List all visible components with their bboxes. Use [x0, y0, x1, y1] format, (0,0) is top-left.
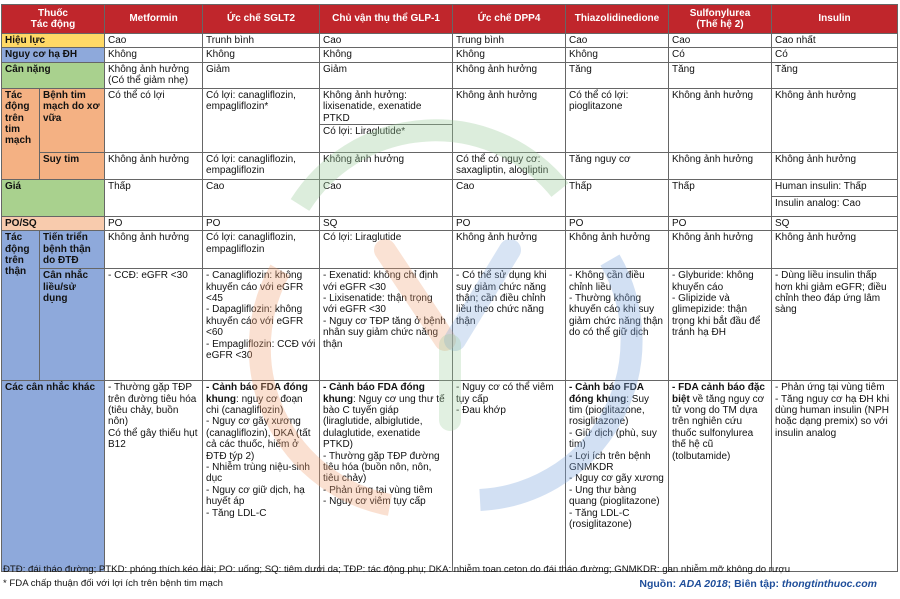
cell: Không ảnh hưởng [669, 152, 772, 179]
row-label-lieu-dung: Cân nhắc liều/sử dụng [40, 269, 105, 381]
cell-line: - Tăng LDL-C (rosiglitazone) [569, 507, 632, 531]
cell-line: - Glipizide và glimepizide: thận trọng khi bắt đầu để tránh hạ ĐH [672, 293, 761, 339]
footnote-fda: * FDA chấp thuận đối với lợi ích trên bệnh tim mạch [3, 578, 224, 589]
corner-line-1: Thuốc [38, 7, 68, 19]
cell: Có [772, 48, 898, 62]
cell: SQ [320, 216, 453, 230]
cell-line: - Giữ dịch (phù, suy tim) [569, 427, 657, 451]
cell: Tăng [566, 62, 669, 88]
cell: Cao [320, 179, 453, 216]
group-label-tim-mach: Tác động trên tim mạch [2, 88, 40, 179]
cell: Không ảnh hưởng [669, 231, 772, 269]
row-tien-trien-than [2, 231, 898, 269]
cell-line: Có lợi: Liraglutide* [320, 124, 452, 137]
cell: Không ảnh hưởng [105, 231, 203, 269]
drug-header-tzd: Thiazolidinedione [566, 5, 669, 34]
row-suy-tim [2, 152, 898, 179]
cell-line: - Thường không khuyến cáo khi suy giảm chức năng thận do có thể giữ dịch [569, 293, 663, 339]
cell: Giảm [320, 62, 453, 88]
cell-line: - Phản ứng tại vùng tiêm [775, 382, 885, 394]
source-label: Nguồn: [639, 578, 680, 590]
cell-line: - Nguy cơ viêm tụy cấp [323, 496, 426, 508]
header-row [2, 5, 898, 34]
cell-line: - Phản ứng tại vùng tiêm [323, 484, 433, 496]
cell-line: - Nguy cơ giữ dịch, hạ huyết áp [206, 484, 305, 508]
cell [105, 381, 203, 572]
cell-line: - Dapagliflozin: không khuyến cáo với eGFR <60 [206, 304, 304, 339]
cell: Có thể có nguy cơ: saxagliptin, alogliptin [453, 152, 566, 179]
cell: PO [453, 216, 566, 230]
editor-label: ; Biên tập: [727, 578, 782, 590]
fda-warning: - Cảnh báo FDA đóng khung [569, 382, 644, 405]
source-ref: ADA 2018 [679, 578, 728, 590]
row-label-ascvd: Bệnh tim mạch do xơ vữa [40, 88, 105, 152]
cell: Không ảnh hưởng (Có thể giảm nhẹ) [105, 62, 203, 88]
cell: Cao [669, 34, 772, 48]
cell: Không ảnh hưởng [772, 88, 898, 152]
cell: Không ảnh hưởng [566, 231, 669, 269]
cell-line: Không ảnh hưởng: lixisenatide, exenatide PTKD [323, 89, 422, 124]
drug-header-insulin: Insulin [772, 5, 898, 34]
fda-warning: - FDA cảnh báo đặc biệt [672, 382, 765, 405]
cell [453, 381, 566, 572]
cell-line: - Nguy cơ gãy xương [569, 473, 664, 485]
cell [320, 269, 453, 381]
cell-line: - Tăng LDL-C [206, 507, 267, 519]
cell-line: - Exenatid: không chỉ định với eGFR <30 [323, 270, 439, 293]
row-ascvd [2, 88, 898, 152]
cell: Cao [203, 179, 320, 216]
row-label-tien-trien: Tiến triển bệnh thận do ĐTĐ [40, 231, 105, 269]
cell-line: - Thường gặp TĐP trên đường tiêu hóa (tiêu chảy, buồn nôn) [108, 382, 197, 428]
cell [566, 381, 669, 572]
cell: PO [566, 216, 669, 230]
drug-header-glp1: Chủ vận thụ thể GLP-1 [320, 5, 453, 34]
cell: Không [320, 48, 453, 62]
cell: Không [203, 48, 320, 62]
cell: SQ [772, 216, 898, 230]
cell-line [569, 382, 665, 428]
cell: Cao [105, 34, 203, 48]
cell: Có [669, 48, 772, 62]
cell-line: - Ung thư bàng quang (pioglitazone) [569, 484, 660, 508]
cell-line: - Lixisenatide: thận trọng với eGFR <30 [323, 293, 433, 316]
cell: Có lợi: canagliflozin, empagliflozin [203, 231, 320, 269]
row-label-hieu-luc: Hiệu lực [2, 34, 105, 48]
cell-line: - Nguy cơ có thể viêm tụy cấp [456, 382, 554, 405]
cell-line: - Có thể sử dụng khi suy giảm chức năng thận; cần điều chỉnh liều theo chức năng thận [456, 270, 547, 327]
cell-line: Insulin analog: Cao [772, 196, 897, 209]
cell [772, 269, 898, 381]
cell: Không ảnh hưởng [669, 88, 772, 152]
cell-line [323, 382, 449, 450]
cell: Không ảnh hưởng [320, 152, 453, 179]
cell: Cao nhất [772, 34, 898, 48]
corner-line-2: Tác động [30, 19, 76, 30]
source-credit [639, 578, 877, 590]
cell: Có thể có lợi: pioglitazone [566, 88, 669, 152]
cell [566, 269, 669, 381]
cell-line: - Nguy cơ gãy xương (canagliflozin), DKA (tất cả các thuốc, hiếm ở ĐTĐ týp 2) [206, 416, 311, 462]
cell-line [672, 382, 768, 462]
cell-line: Human insulin: Thấp [775, 180, 867, 192]
row-label-khac: Các cân nhắc khác [2, 381, 105, 572]
cell: Không ảnh hưởng [453, 62, 566, 88]
cell: PO [669, 216, 772, 230]
cell: Tăng nguy cơ [566, 152, 669, 179]
cell-line: - Empagliflozin: CCĐ với eGFR <30 [206, 338, 316, 362]
cell: Giảm [203, 62, 320, 88]
row-gia [2, 179, 898, 216]
fda-warning: - Cảnh báo FDA đóng khung [323, 382, 425, 405]
cell-line: - Thường gặp TĐP đường tiêu hóa (buồn nôn, nôn, tiêu chảy) [323, 450, 440, 485]
cell: Cao [453, 179, 566, 216]
cell-line: - Lợi ích trên bệnh GNMKDR [569, 450, 651, 474]
cell: Thấp [669, 179, 772, 216]
cell-line: - CCĐ: eGFR <30 [108, 270, 188, 282]
footnote-abbreviations: ĐTĐ: đái tháo đường; PTKD: phóng thích kéo dài; PO: uống; SQ: tiêm dưới da; TĐP: tác động phụ; DKA: nhiễm toan ceton do đái tháo đường; GNMKDR: gan nhiễm mỡ không do rượu [3, 564, 791, 575]
cell [203, 381, 320, 572]
cell-line [206, 382, 316, 416]
drug-header-dpp4: Ức chế DPP4 [453, 5, 566, 34]
group-label-than: Tác động trên thận [2, 231, 40, 381]
row-khac [2, 381, 898, 572]
cell: Tăng [772, 62, 898, 88]
cell-text: : nguy cơ đoạn chi (canagliflozin) [206, 393, 303, 417]
cell [772, 179, 898, 216]
drug-header-sulfonylurea: Sulfonylurea (Thế hệ 2) [669, 5, 772, 34]
cell: Có lợi: canagliflozin, empagliflozin* [203, 88, 320, 152]
cell: Có lợi: canagliflozin, empagliflozin [203, 152, 320, 179]
cell-line: - Đau khớp [456, 405, 506, 417]
cell-text: : Suy tim (pioglitazone, rosiglitazone) [569, 393, 650, 428]
row-label-can-nang: Cân nặng [2, 62, 105, 88]
cell: Không [105, 48, 203, 62]
cell [669, 269, 772, 381]
cell-line: - Nhiễm trùng niệu-sinh dục [206, 462, 310, 485]
cell [772, 381, 898, 572]
corner-header [2, 5, 105, 34]
cell-line: Có thể gây thiếu hụt B12 [108, 427, 198, 451]
cell [320, 381, 453, 572]
row-label-gia: Giá [2, 179, 105, 216]
drug-header-sglt2: Ức chế SGLT2 [203, 5, 320, 34]
row-label-ha-dh: Nguy cơ hạ ĐH [2, 48, 105, 62]
row-ha-dh [2, 48, 898, 62]
cell [320, 88, 453, 152]
cell-line: - Glyburide: không khuyến cáo [672, 270, 754, 293]
cell [453, 269, 566, 381]
cell: Tăng [669, 62, 772, 88]
row-label-suy-tim: Suy tim [40, 152, 105, 179]
cell [105, 269, 203, 381]
drug-header-metformin: Metformin [105, 5, 203, 34]
cell: PO [203, 216, 320, 230]
cell: Trung bình [453, 34, 566, 48]
cell-text: : Nguy cơ ung thư tế bào C tuyến giáp (liraglutide, albiglutide, dulaglutide, exenatide PTKD) [323, 393, 445, 451]
cell-line: - Tăng nguy cơ hạ ĐH khi dùng human insulin (NPH hoặc dạng premix) so với insulin analog [775, 393, 890, 439]
cell: Không ảnh hưởng [772, 152, 898, 179]
fda-warning: - Cảnh báo FDA đóng khung [206, 382, 308, 405]
cell [669, 381, 772, 572]
cell: Không ảnh hưởng [453, 88, 566, 152]
drug-comparison-table [1, 4, 898, 572]
cell [203, 269, 320, 381]
cell: Có thể có lợi [105, 88, 203, 152]
cell: Thấp [566, 179, 669, 216]
cell-line: - Không cần điều chỉnh liều [569, 270, 645, 293]
cell: Không [453, 48, 566, 62]
cell: Không ảnh hưởng [105, 152, 203, 179]
cell: Thấp [105, 179, 203, 216]
cell: PO [105, 216, 203, 230]
row-duong-dung [2, 216, 898, 230]
cell: Cao [566, 34, 669, 48]
cell: Trunh bình [203, 34, 320, 48]
cell: Có lợi: Liraglutide [320, 231, 453, 269]
row-label-duong-dung: PO/SQ [2, 216, 105, 230]
row-hieu-luc [2, 34, 898, 48]
cell: Cao [320, 34, 453, 48]
cell-text: về tăng nguy cơ tử vong do TM dựa trên nghiên cứu thuốc sulfonylurea thế hệ cũ (tolbutamide) [672, 393, 765, 462]
editor-site: thongtinthuoc.com [781, 578, 877, 590]
cell: Không ảnh hưởng [772, 231, 898, 269]
cell-line: - Canagliflozin: không khuyến cáo với eGFR <45 [206, 270, 304, 305]
cell: Không [566, 48, 669, 62]
cell-line: - Dùng liều insulin thấp hơn khi giảm eGFR; điều chỉnh theo đáp ứng lâm sàng [775, 270, 887, 316]
cell: Không ảnh hưởng [453, 231, 566, 269]
row-can-nang [2, 62, 898, 88]
cell-line: - Nguy cơ TĐP tăng ở bệnh nhân suy giảm chức năng thận [323, 315, 446, 350]
row-lieu-dung [2, 269, 898, 381]
